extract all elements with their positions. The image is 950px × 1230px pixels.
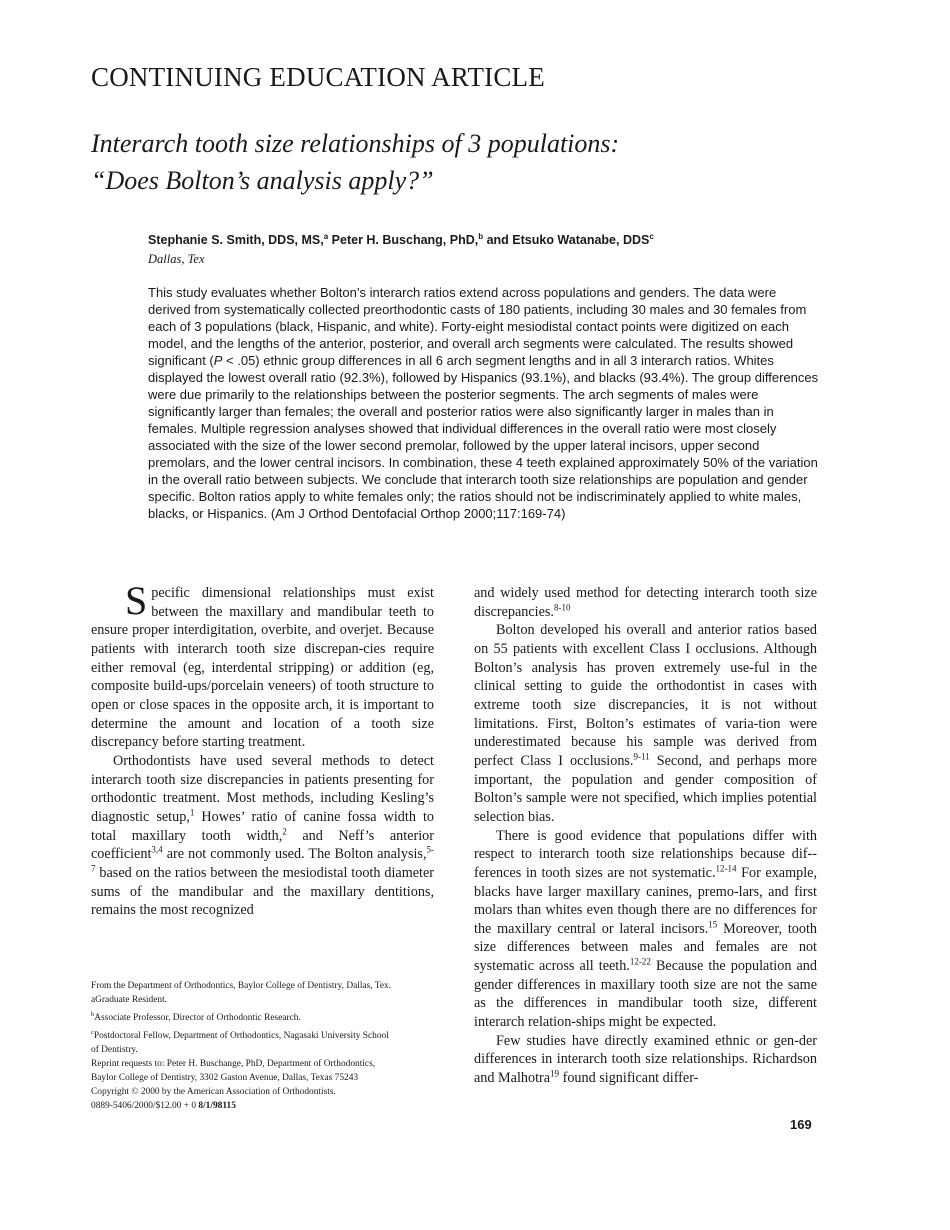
right-column	[474, 584, 817, 1088]
paragraph-text: For example, blacks have larger maxillary canines, premo-lars, and first molars than whites even though there are no differences for the maxillary central or lateral incisors.	[474, 864, 818, 937]
author-2: Peter H. Buschang, PhD,	[328, 233, 479, 248]
citation: 8-10	[553, 601, 571, 612]
footnote-a: aGraduate Resident.	[91, 994, 168, 1005]
footnote-c-cont: of Dentistry.	[91, 1044, 138, 1055]
article-title	[91, 125, 851, 199]
paragraph-text: Because the population and gender differences in maxillary tooth size are not the same as the differences in mandibular tooth size, different interarch relation-ships might be expected.	[474, 958, 817, 1031]
author-location: Dallas, Tex	[148, 252, 205, 266]
citation: 19	[550, 1068, 560, 1079]
paragraph-text: Bolton developed his overall and anterior ratios based on 55 patients with excellent Class I occlusions. Although Bolton’s analysis has proven extremely use-ful in the clinical setting to guide the orthodontist in cases with extreme tooth size discrepancies, it is not without limitations. First, Bolton’s estimates of varia-tion were underestimated because his sample was derived from perfect Class I occlusions.	[474, 622, 817, 769]
paragraph	[474, 827, 817, 1032]
footnote-reprint: Reprint requests to: Peter H. Buschange, PhD, Department of Orthodontics,	[91, 1058, 376, 1069]
paragraph	[91, 578, 434, 752]
footnote-issn	[91, 1100, 436, 1114]
page-number: 169	[790, 1117, 812, 1132]
paragraph-text: There is good evidence that populations differ with respect to interarch tooth size relationships because dif-ferences in tooth sizes are not systematic.	[474, 827, 817, 881]
paragraph	[91, 752, 434, 920]
footnote-marker: c	[91, 1028, 94, 1036]
title-line-1: Interarch tooth size relationships of 3 populations:	[91, 129, 620, 158]
author-list	[148, 232, 868, 247]
abstract-p-symbol: P	[213, 353, 223, 368]
paragraph-text: Second, and perhaps more important, the population and gender composition of Bolton’s sample were not specified, which implies potential selection bias.	[474, 752, 817, 825]
author-3: and Etsuko Watanabe, DDS	[483, 233, 650, 248]
citation: 2	[282, 825, 287, 836]
left-column	[91, 578, 434, 920]
citation: 12-22	[629, 956, 651, 967]
footnote-code: 8/1/98115	[198, 1100, 236, 1111]
footnote-department: From the Department of Orthodontics, Baylor College of Dentistry, Dallas, Tex.	[91, 981, 392, 991]
abstract	[148, 284, 820, 522]
abstract-text-2: < .05) ethnic group differences in all 6 arch segment lengths and in all 3 interarch ratios. Whites displayed the lowest overall ratio (92.3%), followed by Hispanics (93.1%), and blacks (93.4%). The group differences were due primarily to the relationships between the posterior segments. The arch segments of males were significantly larger than females; the overall and posterior ratios were also significantly larger in males than in females. Multiple regression analyses showed that individual differences in the overall ratio were most closely associated with the size of the lower second premolar, followed by the upper lateral incisors, upper second premolars, and the lower central incisors. In combination, these 4 teeth explained approximately 50% of the variation in the overall ratio between subjects. We conclude that interarch tooth size relationships are population and gender specific. Bolton ratios apply to white females only; the ratios should not be indiscriminately applied to white males, blacks, or Hispanics. (Am J Orthod Dentofacial Orthop 2000;117:169-74)	[148, 353, 819, 521]
paragraph-text: and widely used method for detecting interarch tooth size discrepancies.	[474, 585, 817, 620]
footnote-b	[91, 1008, 436, 1026]
author-3-affiliation: c	[649, 232, 654, 241]
citation: 5-7	[91, 844, 434, 874]
paragraph-text: pecific dimensional relationships must exist between the maxillary and mandibular teeth to ensure proper interdigitation, overbite, and overjet. Because patients with interarch tooth size discrepan-cies require either removal (eg, interdental stripping) or addition (eg, composite build-ups/porcelain veneers) of tooth structure to open or close spaces in the opposite arch, it is important to determine the amount and location of a tooth size discrepancy before starting treatment.	[91, 585, 434, 751]
citation: 9-11	[633, 751, 650, 762]
citation: 1	[189, 807, 195, 818]
footnote-reprint-cont: Baylor College of Dentistry, 3302 Gaston Avenue, Dallas, Texas 75243	[91, 1072, 359, 1083]
author-1-affiliation: a	[323, 232, 329, 241]
abstract-text-1: This study evaluates whether Bolton’s interarch ratios extend across populations and genders. The data were derived from systematically collected preorthodontic casts of 180 patients, including 30 males and 30 females from each of 3 populations (black, Hispanic, and white). Forty-eight mesiodistal contact points were digitized on each model, and the lengths of the anterior, posterior, and overall arch segments were calculated. The results showed significant (	[148, 285, 807, 368]
footnote-marker: b	[91, 1010, 95, 1018]
footnote-text: 0889-5406/2000/$12.00 + 0	[91, 1100, 199, 1111]
paragraph	[474, 621, 817, 826]
title-line-2: “Does Bolton’s analysis apply?”	[91, 166, 434, 195]
paragraph-text: Orthodontists have used several methods to detect interarch tooth size discrepancies in patients presenting for orthodontic treatment. Most methods, including Kesling’s diagnostic setup,	[91, 752, 434, 825]
author-1: Stephanie S. Smith, DDS, MS,	[148, 233, 324, 248]
paragraph	[474, 1032, 817, 1088]
citation: 15	[708, 919, 718, 930]
footnote-text: Postdoctoral Fellow, Department of Orthodontics, Nagasaki University School	[93, 1030, 389, 1041]
paragraph-text: Few studies have directly examined ethnic or gen-der differences in interarch tooth size relationships. Richardson and Malhotra	[474, 1032, 817, 1087]
footnotes	[91, 980, 436, 1113]
author-2-affiliation: b	[478, 232, 484, 241]
citation: 3,4	[151, 844, 163, 855]
footnote-copyright: Copyright © 2000 by the American Association of Orthodontists.	[91, 1086, 336, 1097]
footnote-text: Associate Professor, Director of Orthodontic Research.	[94, 1012, 301, 1023]
paragraph-text: Moreover, tooth size differences between males and females are not systematic across all teeth.	[474, 920, 817, 975]
paragraph-text: and Neff’s anterior coefficient	[91, 827, 434, 863]
footnote-c	[91, 1026, 436, 1044]
paragraph-text: found significant differ-	[559, 1070, 699, 1087]
paragraph-text: are not commonly used. The Bolton analysis,	[162, 846, 427, 863]
paragraph-text: based on the ratios between the mesiodistal tooth diameter sums of the mandibular and the maxillary dentitions, remains the most recognized	[91, 864, 434, 919]
citation: 12-14	[715, 863, 737, 874]
section-header: CONTINUING EDUCATION ARTICLE	[91, 62, 545, 92]
paragraph-text: Howes’ ratio of canine fossa width to total maxillary tooth width,	[91, 808, 434, 844]
paragraph	[474, 584, 817, 621]
drop-cap: S	[125, 578, 148, 623]
